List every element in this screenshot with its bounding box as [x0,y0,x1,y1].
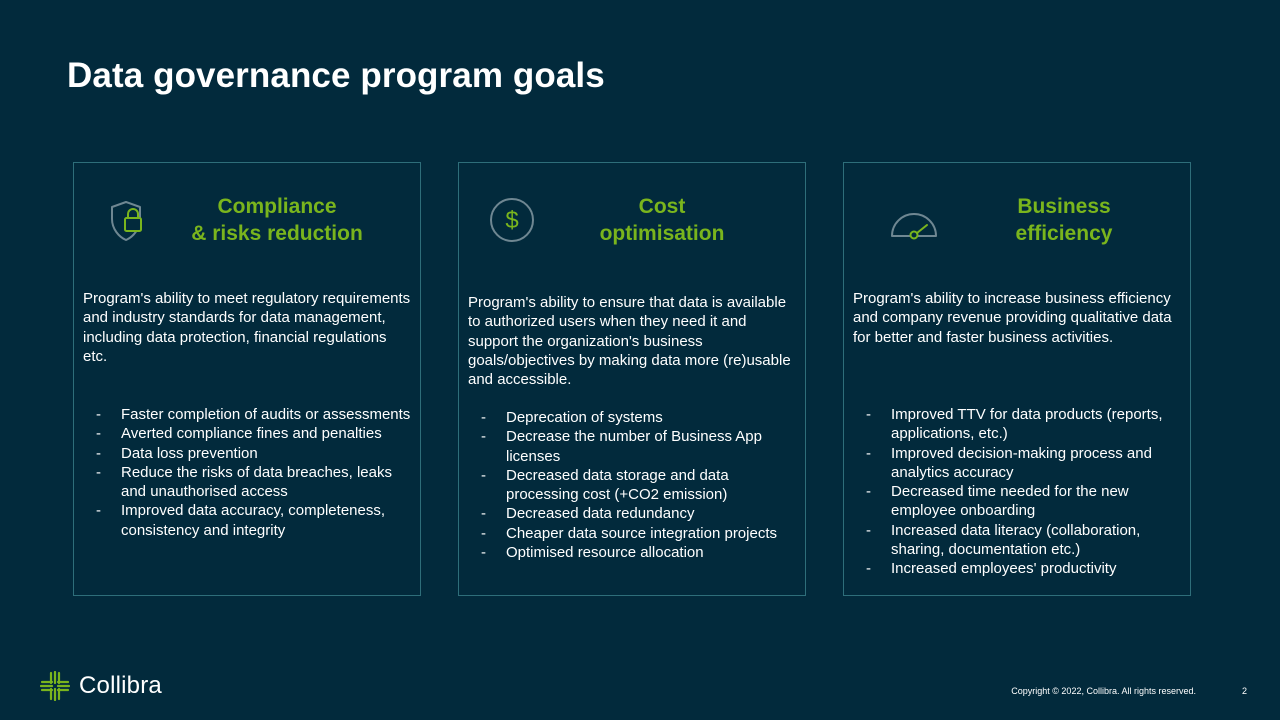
copyright-notice: Copyright © 2022, Collibra. All rights reserved. [1011,686,1196,696]
list-item: - Improved decision-making process and analytics accuracy [866,444,1182,483]
card-title-line-1: Cost [638,195,686,218]
list-item: - Faster completion of audits or assessments [96,405,412,424]
svg-text:$: $ [505,207,519,234]
list-item: - Improved TTV for data products (reports, applications, etc.) [866,405,1182,444]
card-bullet-list [96,405,412,540]
list-item: - Increased data literacy (collaboration, sharing, documentation etc.) [866,521,1182,560]
card-header [74,193,420,253]
card-title-line-2: optimisation [599,222,725,245]
goal-card-compliance [73,162,421,596]
card-title [519,193,805,247]
goal-card-business [843,162,1191,596]
card-bullet-list [866,405,1182,579]
list-item: - Improved data accuracy, completeness, consistency and integrity [96,501,412,540]
card-header [844,193,1190,253]
list-item: - Decreased time needed for the new employee onboarding [866,482,1182,521]
collibra-logo-text: Collibra [79,672,162,699]
card-title-line-1: Business [1017,195,1111,218]
card-title [134,193,420,247]
list-item: - Averted compliance fines and penalties [96,424,412,443]
page-number: 2 [1241,686,1247,696]
list-item: - Cheaper data source integration projects [481,524,797,543]
card-header [459,193,805,253]
list-item: - Decreased data storage and data processing cost (+CO2 emission) [481,466,797,505]
list-item: - Decrease the number of Business App licenses [481,427,797,466]
card-description: Program's ability to increase business efficiency and company revenue providing qualitative data for better and faster business activities. [853,290,1172,346]
card-description: Program's ability to ensure that data is available to authorized users when they need it and support the organization's business goals/objectives by making data more (re)usable and accessible. [468,294,791,389]
list-item: - Decreased data redundancy [481,504,797,523]
list-item: - Optimised resource allocation [481,543,797,562]
collibra-logo [40,671,162,701]
collibra-logo-icon [40,671,70,701]
card-title [938,193,1190,247]
card-title-line-1: Compliance [217,195,337,218]
card-bullet-list [481,408,797,562]
list-item: - Reduce the risks of data breaches, leaks and unauthorised access [96,463,412,502]
slide-title: Data governance program goals [67,56,605,95]
card-description: Program's ability to meet regulatory requirements and industry standards for data management, including data protection, financial regulations etc. [83,290,411,365]
list-item: - Data loss prevention [96,444,412,463]
card-title-line-2: efficiency [1015,222,1113,245]
list-item: - Deprecation of systems [481,408,797,427]
goal-card-cost [458,162,806,596]
speedometer-icon [890,201,938,249]
card-title-line-2: & risks reduction [191,222,363,245]
list-item: - Increased employees' productivity [866,559,1182,578]
